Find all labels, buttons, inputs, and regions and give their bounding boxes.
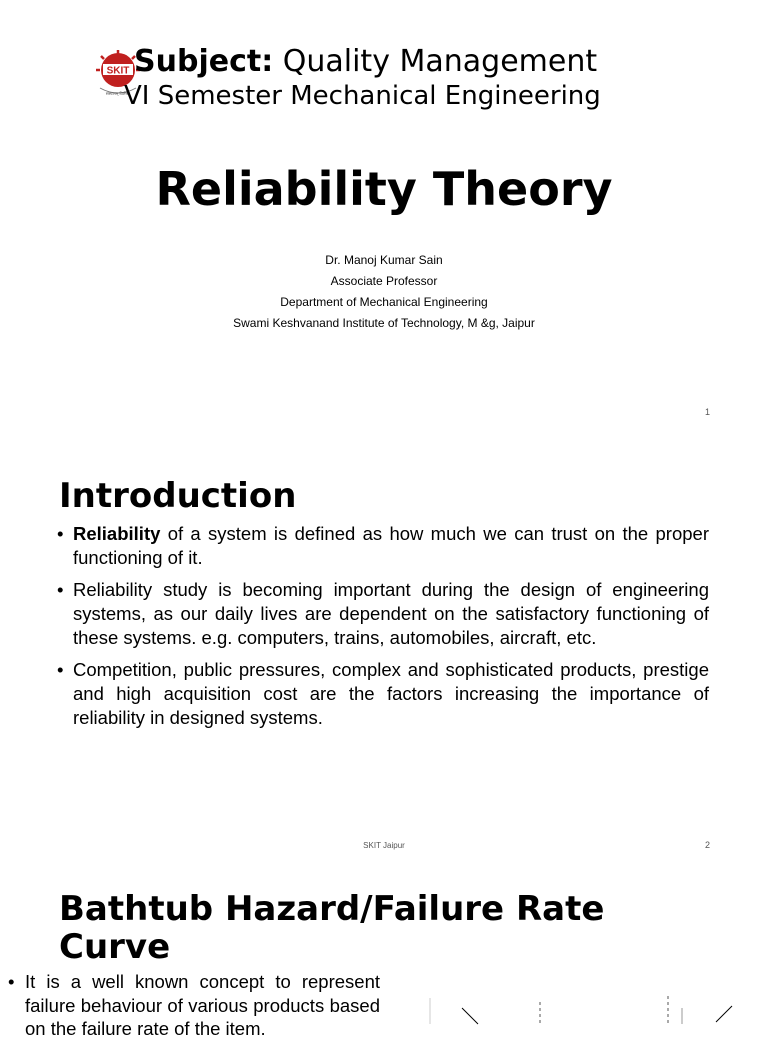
title-slide xyxy=(0,0,768,430)
semester-line: VI Semester Mechanical Engineering xyxy=(124,81,601,111)
author-department: Department of Mechanical Engineering xyxy=(280,295,488,309)
logo-caption: संस्थानम् विशेषम् xyxy=(105,91,131,96)
bullet-item xyxy=(57,578,709,650)
author-block xyxy=(0,250,768,334)
subject-value: Quality Management xyxy=(282,44,598,79)
bullet-icon: • xyxy=(57,579,64,600)
bullet-text: of a system is defined as how much we can trust on the proper functioning of it. xyxy=(73,523,709,568)
bullet-item xyxy=(57,522,709,570)
author-designation: Associate Professor xyxy=(330,274,438,288)
bullet-text: Competition, public pressures, complex and sophisticated products, prestige and high acquisition cost are the factors increasing the importance of reliability in designed systems. xyxy=(73,659,709,728)
bathtub-curve-figure xyxy=(420,988,760,1024)
slide-title: Bathtub Hazard/Failure Rate Curve xyxy=(59,889,605,967)
bullet-bold-text: Reliability xyxy=(73,523,161,544)
bullet-list xyxy=(8,970,380,1041)
subject-line xyxy=(134,42,597,82)
logo-text: SKIT xyxy=(106,65,130,77)
bullet-text: Reliability study is becoming important during the design of engineering systems, as our daily lives are dependent on the satisfactory functioning of these systems. e.g. computers, trains, automobiles, aircraft, etc. xyxy=(73,579,709,648)
introduction-slide xyxy=(0,430,768,862)
subject-label: Subject: xyxy=(134,44,274,79)
bullet-text: It is a well known concept to represent failure behaviour of various products based on the failure rate of the item. xyxy=(25,971,380,1039)
bathtub-curve-slide xyxy=(0,862,768,1039)
slide-title: Introduction xyxy=(59,476,297,516)
presentation-title: Reliability Theory xyxy=(155,162,613,216)
bullet-icon: • xyxy=(8,971,15,992)
bullet-list xyxy=(57,522,709,738)
slide-footer: SKIT Jaipur xyxy=(363,841,405,850)
bullet-icon: • xyxy=(57,523,64,544)
author-institute: Swami Keshvanand Institute of Technology, M &g, Jaipur xyxy=(233,316,535,330)
slide-number: 2 xyxy=(704,840,710,850)
bullet-icon: • xyxy=(57,659,64,680)
author-name: Dr. Manoj Kumar Sain xyxy=(325,253,443,267)
bullet-item xyxy=(57,658,709,730)
slide-number: 1 xyxy=(704,407,710,417)
bullet-item xyxy=(8,970,380,1041)
